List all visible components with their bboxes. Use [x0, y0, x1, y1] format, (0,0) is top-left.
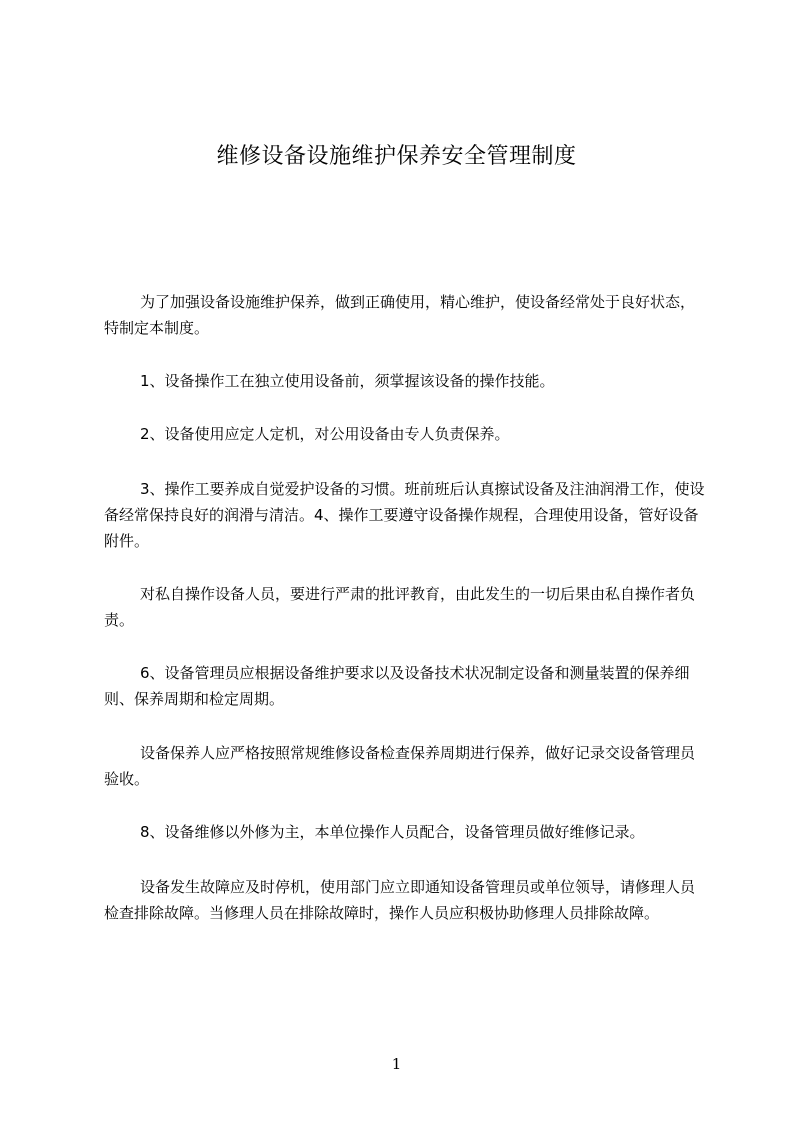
paragraph-rule-1: 1、设备操作工在独立使用设备前，须掌握该设备的操作技能。 — [140, 372, 555, 390]
paragraph-rule-7: 设备保养人应严格按照常规维修设备检查保养周期进行保养，做好记录交设备管理员验收。 — [104, 744, 696, 788]
page-number: 1 — [391, 1055, 402, 1073]
paragraph-rule-6: 6、设备管理员应根据设备维护要求以及设备技术状况制定设备和测量装置的保养细则、保养周期和检定周期。 — [104, 664, 690, 708]
document-title: 维修设备设施维护保养安全管理制度 — [216, 144, 577, 169]
paragraph-rule-5: 对私自操作设备人员，要进行严肃的批评教育，由此发生的一切后果由私自操作者负责。 — [104, 585, 696, 629]
paragraph-rule-2: 2、设备使用应定人定机，对公用设备由专人负责保养。 — [140, 425, 510, 443]
paragraph-rule-3-4: 3、操作工要养成自觉爱护设备的习惯。班前班后认真擦试设备及注油润滑工作，使设备经常保持良好的润滑与清洁。4、操作工要遵守设备操作规程，合理使用设备，管好设备附件。 — [104, 480, 705, 550]
paragraph-rule-8: 8、设备维修以外修为主，本单位操作人员配合，设备管理员做好维修记录。 — [140, 823, 645, 841]
paragraph-rule-9: 设备发生故障应及时停机，使用部门应立即通知设备管理员或单位领导，请修理人员检查排除故障。当修理人员在排除故障时，操作人员应积极协助修理人员排除故障。 — [104, 878, 696, 922]
paragraph-intro: 为了加强设备设施维护保养，做到正确使用，精心维护，使设备经常处于良好状态，特制定本制度。 — [104, 293, 696, 337]
